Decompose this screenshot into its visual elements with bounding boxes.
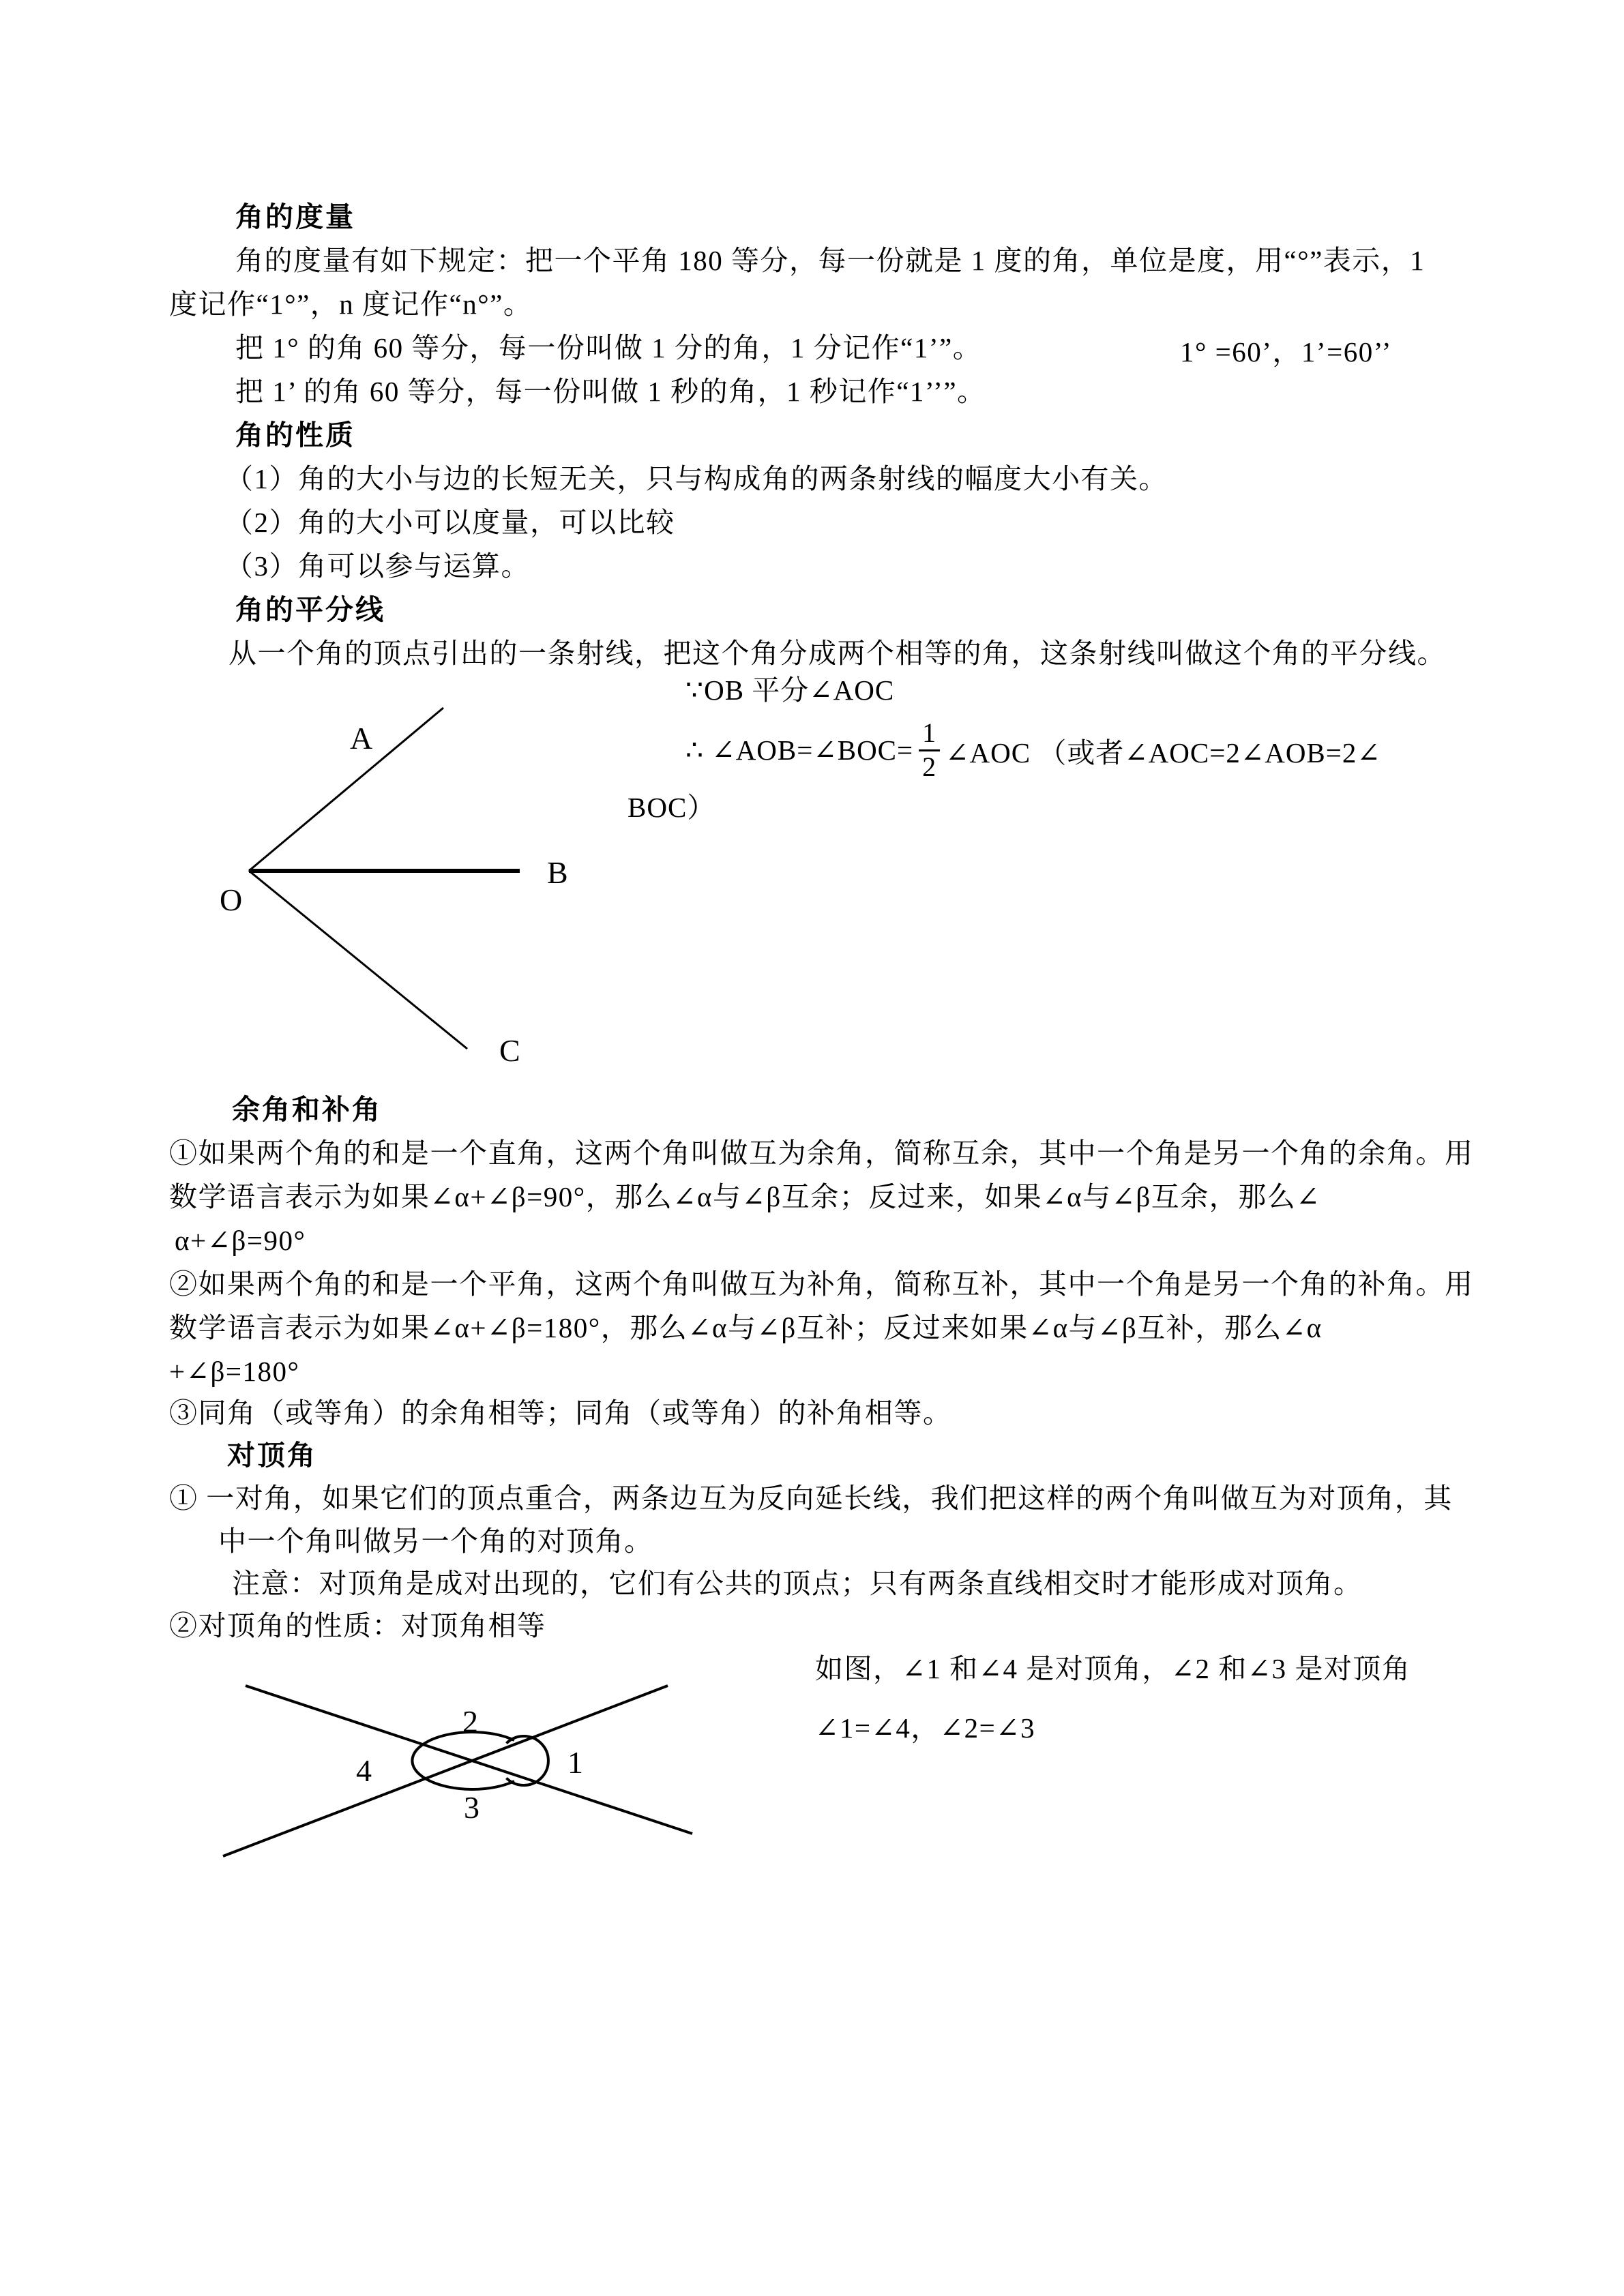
vertical-note: 注意：对顶角是成对出现的，它们有公共的顶点；只有两条直线相交时才能形成对顶角。	[232, 1568, 1363, 1599]
angle-bisector-figure	[191, 682, 573, 1068]
heading-complementary-supplementary: 余角和补角	[232, 1094, 382, 1125]
ray-OA	[249, 708, 443, 871]
complementary-line-2: 数学语言表示为如果∠α+∠β=90°，那么∠α与∠β互余；反过来，如果∠α与∠β互余，那么∠	[169, 1181, 1321, 1212]
vertical-line-1: ① 一对角，如果它们的顶点重合，两条边互为反向延长线，我们把这样的两个角叫做互为对顶角，其	[169, 1482, 1453, 1514]
bisector-intro: 从一个角的顶点引出的一条射线，把这个角分成两个相等的角，这条射线叫做这个角的平分线。	[228, 638, 1446, 669]
vertical-caption-2: ∠1=∠4，∠2=∠3	[815, 1712, 1036, 1744]
one-half-fraction	[919, 719, 940, 781]
label-angle-1: 1	[567, 1745, 583, 1780]
bisector-formula-wrap: BOC）	[628, 792, 716, 823]
label-angle-3: 3	[464, 1790, 479, 1825]
bisector-therefore-formula	[685, 715, 1381, 786]
heading-angle-properties: 角的性质	[235, 419, 355, 451]
heading-angle-measure: 角的度量	[235, 201, 355, 233]
vertical-caption-1: 如图，∠1 和∠4 是对顶角，∠2 和∠3 是对顶角	[815, 1653, 1411, 1684]
equal-angles-note: ③同角（或等角）的余角相等；同角（或等角）的补角相等。	[169, 1397, 952, 1429]
crossing-line-2	[223, 1686, 668, 1856]
label-O: O	[220, 882, 243, 917]
measure-line-3: 把 1° 的角 60 等分，每一份叫做 1 分的角，1 分记作“1’”。	[235, 332, 982, 363]
formula-suffix: ∠AOC （或者∠AOC=2∠AOB=2∠	[945, 736, 1381, 769]
angle-ellipse-mark	[412, 1732, 514, 1789]
fraction-numerator: 1	[919, 719, 940, 751]
formula-prefix: ∴ ∠AOB=∠BOC=	[685, 734, 914, 766]
vertical-property: ②对顶角的性质：对顶角相等	[169, 1610, 546, 1641]
property-item-2: （2）角的大小可以度量，可以比较	[225, 507, 675, 538]
label-A: A	[350, 721, 373, 756]
property-item-1: （1）角的大小与边的长短无关，只与构成角的两条射线的幅度大小有关。	[225, 463, 1168, 494]
vertical-line-2: 中一个角叫做另一个角的对顶角。	[218, 1525, 653, 1557]
bisector-because: ∵OB 平分∠AOC	[685, 674, 895, 706]
label-angle-4: 4	[356, 1753, 372, 1788]
measure-line-2: 度记作“1°”，n 度记作“n°”。	[169, 288, 533, 320]
heading-angle-bisector: 角的平分线	[235, 594, 385, 625]
complementary-line-1: ①如果两个角的和是一个直角，这两个角叫做互为余角，简称互余，其中一个角是另一个角的余角。用	[169, 1137, 1474, 1169]
complementary-line-3: α+∠β=90°	[175, 1225, 306, 1256]
fraction-denominator: 2	[922, 751, 937, 782]
heading-vertical-angles: 对顶角	[227, 1440, 317, 1471]
measure-line-1: 角的度量有如下规定：把一个平角 180 等分，每一份就是 1 度的角，单位是度，用“°”表示，1	[235, 245, 1426, 276]
measure-line-4: 把 1’ 的角 60 等分，每一份叫做 1 秒的角，1 秒记作“1’’”。	[235, 376, 986, 407]
property-item-3: （3）角可以参与运算。	[225, 550, 530, 582]
degree-minute-second-note: 1° =60’，1’=60’’	[1180, 336, 1392, 368]
ray-OC	[249, 871, 467, 1049]
label-B: B	[547, 855, 568, 890]
label-C: C	[499, 1033, 520, 1068]
vertical-angles-figure	[205, 1664, 709, 1937]
supplementary-line-1: ②如果两个角的和是一个平角，这两个角叫做互为补角，简称互补，其中一个角是另一个角的补角。用	[169, 1268, 1474, 1300]
supplementary-line-2: 数学语言表示为如果∠α+∠β=180°，那么∠α与∠β互补；反过来如果∠α与∠β互补，那么∠α	[169, 1312, 1323, 1343]
supplementary-line-3: +∠β=180°	[169, 1356, 300, 1387]
label-angle-2: 2	[462, 1704, 478, 1739]
